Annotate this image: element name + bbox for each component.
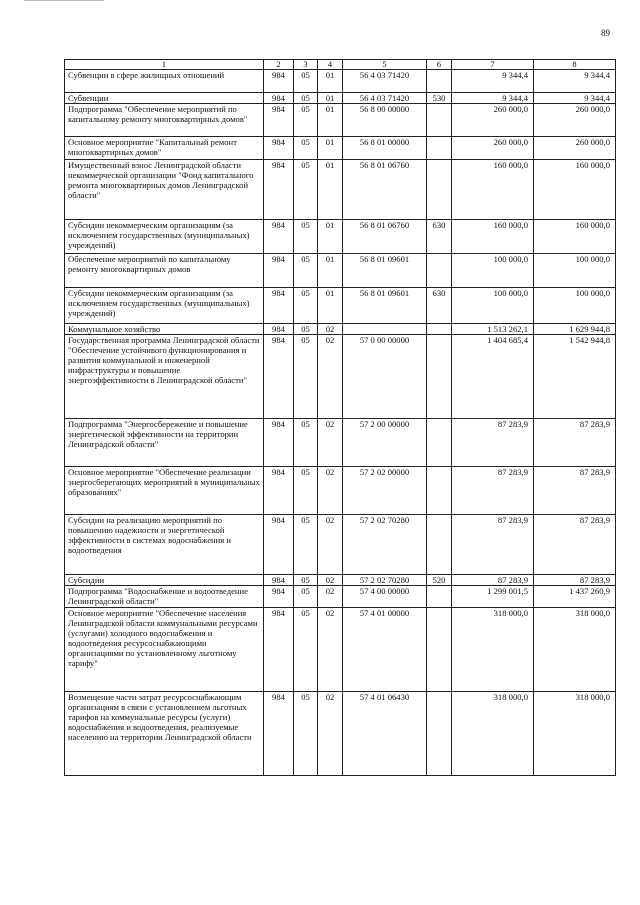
table-row: [65, 515, 616, 575]
cell-subsection: 01: [318, 254, 343, 288]
header-col-1: 1: [65, 60, 264, 70]
cell-admin: 984: [264, 137, 294, 160]
cell-subsection: 01: [318, 137, 343, 160]
header-col-6: 6: [427, 60, 452, 70]
cell-amount-2: 100 000,0: [534, 254, 616, 288]
cell-amount-2: 87 283,9: [534, 575, 616, 586]
cell-admin: 984: [264, 335, 294, 419]
cell-expense-type: [427, 254, 452, 288]
cell-amount-2: 1 437 260,9: [534, 586, 616, 608]
cell-expense-type: [427, 515, 452, 575]
cell-admin: 984: [264, 70, 294, 93]
header-col-2: 2: [264, 60, 294, 70]
row-name: Основное мероприятие "Обеспечение реализации энергосберегающих мероприятий в муниципальных образованиях": [65, 467, 264, 515]
cell-amount-1: 100 000,0: [452, 254, 534, 288]
cell-amount-2: 160 000,0: [534, 160, 616, 220]
cell-target-code: 56 8 01 06760: [343, 160, 427, 220]
cell-target-code: 57 4 01 06430: [343, 692, 427, 776]
cell-subsection: 02: [318, 608, 343, 692]
cell-target-code: 56 8 01 06760: [343, 220, 427, 254]
cell-amount-1: 160 000,0: [452, 160, 534, 220]
table-row: [65, 324, 616, 335]
cell-admin: 984: [264, 220, 294, 254]
table-row: [65, 288, 616, 324]
cell-subsection: 02: [318, 692, 343, 776]
cell-expense-type: [427, 608, 452, 692]
cell-amount-1: 318 000,0: [452, 608, 534, 692]
cell-amount-2: 9 344,4: [534, 70, 616, 93]
page-number: 89: [601, 28, 610, 38]
cell-section: 05: [294, 419, 318, 467]
cell-target-code: 57 2 02 70280: [343, 575, 427, 586]
cell-amount-2: 260 000,0: [534, 104, 616, 137]
cell-amount-1: 9 344,4: [452, 93, 534, 104]
cell-expense-type: [427, 692, 452, 776]
row-name: Основное мероприятие "Обеспечение населения Ленинградской области коммунальными ресурсами (услугами) холодного водоснабжения и водоотведения ресурсоснабжающими организациями по установленному льготному тарифу": [65, 608, 264, 692]
cell-amount-1: 87 283,9: [452, 419, 534, 467]
cell-admin: 984: [264, 254, 294, 288]
cell-expense-type: 630: [427, 288, 452, 324]
cell-admin: 984: [264, 324, 294, 335]
cell-subsection: 02: [318, 467, 343, 515]
cell-target-code: 57 4 01 00000: [343, 608, 427, 692]
cell-subsection: 01: [318, 104, 343, 137]
cell-target-code: 56 4 03 71420: [343, 70, 427, 93]
cell-amount-1: 1 513 262,1: [452, 324, 534, 335]
row-name: Подпрограмма "Обеспечение мероприятий по капитальному ремонту многоквартирных домов": [65, 104, 264, 137]
row-name: Обеспечение мероприятий по капитальному ремонту многоквартирных домов: [65, 254, 264, 288]
cell-amount-1: 318 000,0: [452, 692, 534, 776]
cell-section: 05: [294, 586, 318, 608]
cell-admin: 984: [264, 288, 294, 324]
cell-section: 05: [294, 220, 318, 254]
cell-section: 05: [294, 70, 318, 93]
row-name: Имущественный взнос Ленинградской области некоммерческой организации "Фонд капитального ремонта многоквартирных домов Ленинградской области": [65, 160, 264, 220]
cell-admin: 984: [264, 586, 294, 608]
table-row: [65, 608, 616, 692]
cell-expense-type: [427, 160, 452, 220]
cell-amount-2: 260 000,0: [534, 137, 616, 160]
row-name: Субсидии некоммерческим организациям (за исключением государственных (муниципальных) учреждений): [65, 220, 264, 254]
row-name: Субвенции: [65, 93, 264, 104]
cell-amount-2: 87 283,9: [534, 515, 616, 575]
cell-target-code: 56 8 00 00000: [343, 104, 427, 137]
cell-target-code: 56 8 01 00000: [343, 137, 427, 160]
cell-amount-1: 1 299 001,5: [452, 586, 534, 608]
table-row: [65, 692, 616, 776]
row-name: Субсидии на реализацию мероприятий по повышению надежности и энергетической эффективности в системах водоснабжения и водоотведения: [65, 515, 264, 575]
cell-amount-2: 160 000,0: [534, 220, 616, 254]
cell-admin: 984: [264, 515, 294, 575]
cell-expense-type: [427, 104, 452, 137]
row-name: Субсидии: [65, 575, 264, 586]
cell-amount-1: 160 000,0: [452, 220, 534, 254]
cell-expense-type: [427, 70, 452, 93]
cell-section: 05: [294, 515, 318, 575]
cell-section: 05: [294, 93, 318, 104]
cell-subsection: 02: [318, 419, 343, 467]
cell-target-code: 57 4 00 00000: [343, 586, 427, 608]
cell-amount-1: 9 344,4: [452, 70, 534, 93]
table-row: [65, 70, 616, 93]
cell-subsection: 01: [318, 93, 343, 104]
cell-section: 05: [294, 104, 318, 137]
row-name: Подпрограмма "Энергосбережение и повышение энергетической эффективности на территории Ленинградской области": [65, 419, 264, 467]
cell-admin: 984: [264, 608, 294, 692]
row-name: Основное мероприятие "Капитальный ремонт многоквартирных домов": [65, 137, 264, 160]
cell-section: 05: [294, 137, 318, 160]
cell-amount-1: 260 000,0: [452, 104, 534, 137]
table-row: [65, 586, 616, 608]
cell-section: 05: [294, 335, 318, 419]
cell-subsection: 02: [318, 586, 343, 608]
cell-expense-type: 530: [427, 93, 452, 104]
cell-amount-1: 260 000,0: [452, 137, 534, 160]
cell-amount-2: 87 283,9: [534, 419, 616, 467]
cell-expense-type: [427, 586, 452, 608]
row-name: Подпрограмма "Водоснабжение и водоотведение Ленинградской области": [65, 586, 264, 608]
cell-subsection: 01: [318, 288, 343, 324]
cell-subsection: 02: [318, 515, 343, 575]
table-row: [65, 104, 616, 137]
cell-target-code: 57 2 02 00000: [343, 467, 427, 515]
cell-target-code: 56 4 03 71420: [343, 93, 427, 104]
cell-section: 05: [294, 608, 318, 692]
cell-expense-type: 630: [427, 220, 452, 254]
cell-subsection: 01: [318, 160, 343, 220]
cell-expense-type: [427, 335, 452, 419]
cell-amount-1: 87 283,9: [452, 467, 534, 515]
cell-subsection: 02: [318, 324, 343, 335]
header-col-5: 5: [343, 60, 427, 70]
table-row: [65, 137, 616, 160]
cell-amount-2: 1 629 944,8: [534, 324, 616, 335]
table-row: [65, 335, 616, 419]
cell-expense-type: [427, 467, 452, 515]
cell-section: 05: [294, 575, 318, 586]
header-col-4: 4: [318, 60, 343, 70]
cell-admin: 984: [264, 104, 294, 137]
cell-section: 05: [294, 160, 318, 220]
header-col-8: 8: [534, 60, 616, 70]
cell-target-code: 57 0 00 00000: [343, 335, 427, 419]
cell-target-code: 57 2 02 70280: [343, 515, 427, 575]
row-name: Возмещение части затрат ресурсоснабжающим организациям в связи с установлением льготных тарифов на коммунальные ресурсы (услуги) водоснабжения и водоотведения, реализуемые населению на территории Ленинградской области: [65, 692, 264, 776]
cell-section: 05: [294, 692, 318, 776]
table-row: [65, 220, 616, 254]
cell-amount-1: 100 000,0: [452, 288, 534, 324]
header-col-7: 7: [452, 60, 534, 70]
cell-target-code: 56 8 01 09601: [343, 254, 427, 288]
cell-section: 05: [294, 254, 318, 288]
cell-admin: 984: [264, 160, 294, 220]
cell-amount-1: 87 283,9: [452, 575, 534, 586]
row-name: Субсидии некоммерческим организациям (за исключением государственных (муниципальных) учреждений): [65, 288, 264, 324]
row-name: Государственная программа Ленинградской области "Обеспечение устойчивого функционирования и развития коммунальной и инженерной инфраструктуры и повышение энергоэффективности в Ленинградской области": [65, 335, 264, 419]
cell-expense-type: 520: [427, 575, 452, 586]
cell-admin: 984: [264, 419, 294, 467]
cell-target-code: [343, 324, 427, 335]
cell-amount-2: 87 283,9: [534, 467, 616, 515]
header-row: [65, 60, 616, 70]
cell-amount-1: 1 404 685,4: [452, 335, 534, 419]
cell-section: 05: [294, 324, 318, 335]
table-row: [65, 467, 616, 515]
cell-amount-2: 100 000,0: [534, 288, 616, 324]
cell-subsection: 01: [318, 70, 343, 93]
cell-admin: 984: [264, 467, 294, 515]
table-row: [65, 160, 616, 220]
table-row: [65, 575, 616, 586]
cell-amount-1: 87 283,9: [452, 515, 534, 575]
cell-subsection: 02: [318, 575, 343, 586]
cell-expense-type: [427, 419, 452, 467]
table-row: [65, 254, 616, 288]
cell-amount-2: 9 344,4: [534, 93, 616, 104]
cell-amount-2: 1 542 944,8: [534, 335, 616, 419]
cell-target-code: 56 8 01 09601: [343, 288, 427, 324]
table-row: [65, 419, 616, 467]
cell-section: 05: [294, 288, 318, 324]
cell-subsection: 01: [318, 220, 343, 254]
cell-section: 05: [294, 467, 318, 515]
cell-amount-2: 318 000,0: [534, 608, 616, 692]
cell-admin: 984: [264, 692, 294, 776]
cell-target-code: 57 2 00 00000: [343, 419, 427, 467]
cell-admin: 984: [264, 575, 294, 586]
scan-edge-mark: [24, 0, 104, 1]
table-row: [65, 93, 616, 104]
row-name: Субвенции в сфере жилищных отношений: [65, 70, 264, 93]
cell-expense-type: [427, 324, 452, 335]
cell-subsection: 02: [318, 335, 343, 419]
cell-amount-2: 318 000,0: [534, 692, 616, 776]
cell-admin: 984: [264, 93, 294, 104]
cell-expense-type: [427, 137, 452, 160]
header-col-3: 3: [294, 60, 318, 70]
budget-table: [64, 59, 616, 776]
row-name: Коммунальное хозяйство: [65, 324, 264, 335]
